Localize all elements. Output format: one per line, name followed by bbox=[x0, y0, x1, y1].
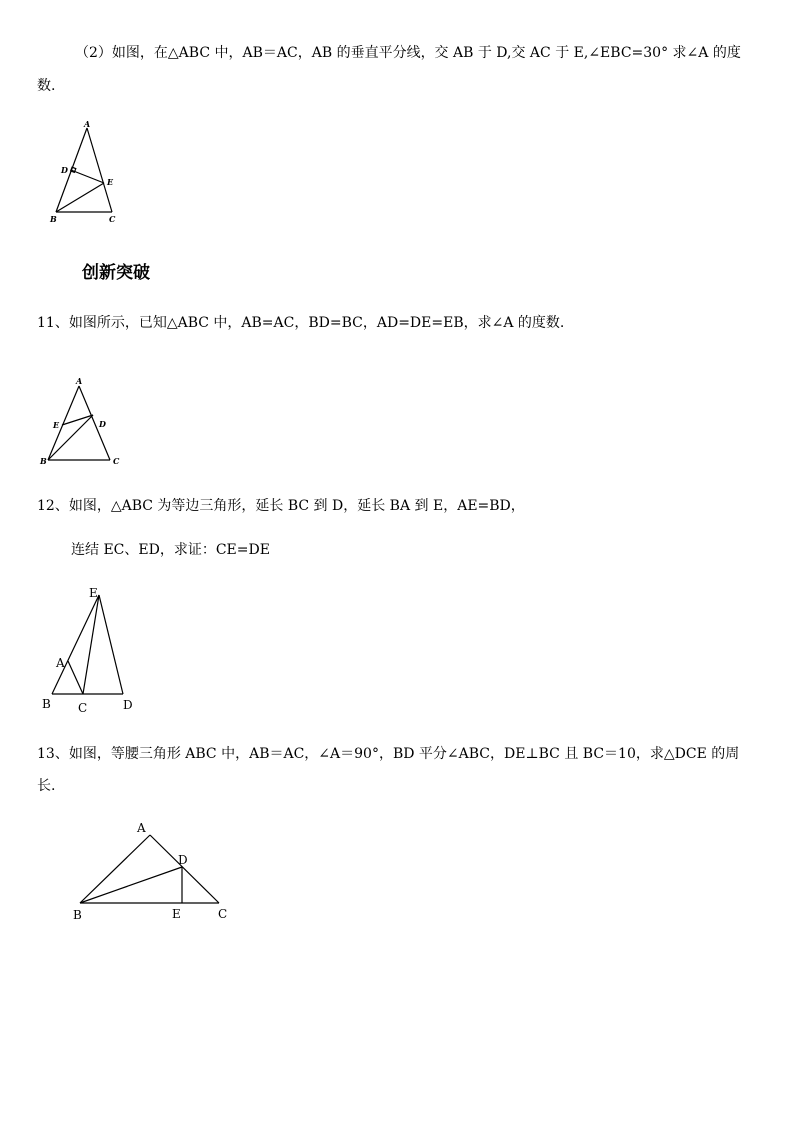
problem-13-figure bbox=[65, 815, 240, 925]
point-label-d: D bbox=[123, 698, 133, 712]
point-label-c: C bbox=[218, 907, 228, 921]
segment-ab bbox=[80, 835, 150, 903]
problem-12-figure bbox=[35, 580, 145, 720]
point-label-a: A bbox=[84, 119, 91, 129]
point-label-b: B bbox=[40, 456, 47, 466]
segment-be bbox=[56, 183, 104, 212]
problem-13-text-line-1: 13、如图，等腰三角形 ABC 中，AB＝AC，∠A＝90°，BD 平分∠ABC，DE⊥BC 且 BC＝10，求△DCE 的周 bbox=[37, 746, 740, 762]
point-label-e: E bbox=[89, 586, 98, 600]
segment-ce bbox=[83, 595, 99, 694]
problem-11-figure bbox=[35, 370, 135, 470]
point-label-c: C bbox=[113, 456, 120, 466]
point-label-a: A bbox=[137, 821, 146, 835]
segment-de bbox=[99, 595, 123, 694]
problem-12-text-line-1: 12、如图，△ABC 为等边三角形，延长 BC 到 D，延长 BA 到 E，AE=BD， bbox=[37, 498, 525, 514]
problem-2-figure bbox=[40, 115, 140, 230]
right-angle-mark bbox=[71, 167, 76, 172]
point-label-d: D bbox=[61, 165, 68, 175]
segment-ac bbox=[150, 835, 219, 903]
point-label-e: E bbox=[53, 420, 60, 430]
segment-ac bbox=[68, 661, 83, 694]
segment-ac bbox=[87, 128, 112, 212]
point-label-a: A bbox=[56, 656, 65, 670]
segment-de bbox=[71, 170, 104, 183]
problem-12-text-line-2: 连结 EC、ED，求证：CE=DE bbox=[71, 542, 270, 558]
point-label-e: E bbox=[107, 177, 114, 187]
problem-2-text-line-1: （2）如图，在△ABC 中，AB＝AC，AB 的垂直平分线，交 AB 于 D,交 AC 于 E,∠EBC=30° 求∠A 的度 bbox=[75, 45, 741, 61]
point-label-b: B bbox=[73, 908, 82, 922]
point-label-b: B bbox=[50, 214, 57, 224]
problem-11-text: 11、如图所示，已知△ABC 中，AB=AC，BD=BC，AD=DE=EB，求∠A 的度数. bbox=[37, 315, 565, 331]
problem-2-text-line-2: 数. bbox=[37, 78, 56, 94]
segment-bd bbox=[80, 867, 182, 903]
point-label-d: D bbox=[178, 853, 188, 867]
segment-be bbox=[52, 595, 99, 694]
point-label-b: B bbox=[42, 697, 51, 711]
point-label-a: A bbox=[76, 376, 83, 386]
section-title: 创新突破 bbox=[82, 263, 150, 283]
point-label-d: D bbox=[99, 419, 106, 429]
point-label-c: C bbox=[109, 214, 116, 224]
point-label-e: E bbox=[172, 907, 181, 921]
point-label-c: C bbox=[78, 701, 88, 715]
problem-13-text-line-2: 长. bbox=[37, 778, 56, 794]
